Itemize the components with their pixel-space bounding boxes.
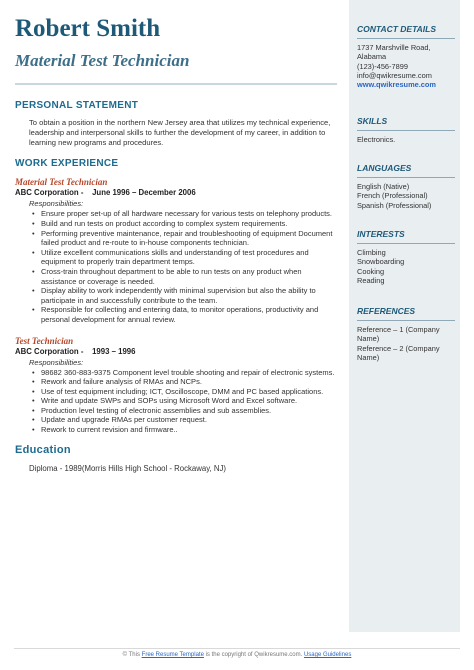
footer-prefix: © This (122, 652, 140, 658)
job-title: Test Technician (15, 335, 74, 346)
job-title: Material Test Technician (15, 177, 108, 188)
list-item: • Use of test equipment including; ICT, Oscilloscope, DMM and PC based applications. (41, 387, 337, 397)
skills-section (357, 116, 457, 144)
responsibilities-label: Responsibilities: (29, 357, 84, 367)
interest-item: Snowboarding (357, 257, 405, 267)
candidate-name: Robert Smith (15, 15, 161, 42)
reference-item: Reference – 1 (Company Name) (357, 325, 440, 344)
free-template-link[interactable]: Free Resume Template (141, 652, 204, 658)
skill-item: Electronics. (357, 135, 396, 144)
languages-section (357, 163, 457, 210)
footer-copyright: is the copyright of Qwikresume.com. (205, 652, 303, 658)
usage-guidelines-link[interactable]: Usage Guidelines (303, 652, 352, 658)
education-entry: Diploma - 1989(Morris Hills High School - Rockaway, NJ) (29, 463, 226, 473)
candidate-role: Material Test Technician (15, 51, 190, 70)
responsibilities-label: Responsibilities: (29, 199, 84, 209)
footer-divider (14, 648, 460, 649)
list-item: • Cross-train throughout department to be able to run tests on any product when assistance or coverage is needed. (41, 267, 337, 286)
reference-item: Reference – 2 (Company Name) (357, 343, 440, 362)
responsibilities-list (15, 368, 337, 435)
phone-number: (123)-456-7899 (357, 61, 408, 71)
contact-title: CONTACT DETAILS (357, 24, 437, 34)
list-item: • Write and update SWPs and SOPs using Microsoft Word and Excel software. (41, 396, 337, 406)
header-divider (15, 83, 337, 85)
section-divider (357, 320, 455, 321)
job-company: ABC Corporation - 1993 – 1996 (15, 346, 136, 356)
interest-item: Cooking (357, 266, 385, 276)
list-item: • Ensure proper set-up of all hardware necessary for various tests on telephony products. (41, 209, 337, 219)
education-title: Education (15, 443, 71, 456)
section-divider (357, 243, 455, 244)
list-item: • Utilize excellent communications skills and understanding of test procedures and equipment to properly train department temps. (41, 248, 337, 267)
list-item: • Responsible for collecting and entering data, to monitor operations, productivity and personal development for annual review. (41, 305, 337, 324)
list-item: • Display ability to work independently with minimal supervision but also the ability to participate in and successfully contribute to the team. (41, 286, 337, 305)
address-state: Alabama (357, 52, 387, 62)
skills-title: SKILLS (357, 116, 388, 126)
list-item: • Build and run tests on product according to complex system requirements. (41, 219, 337, 229)
language-item: French (Professional) (357, 191, 428, 201)
list-item: • Rework and failure analysis of RMAs and NCPs. (41, 377, 337, 387)
website-link[interactable]: www.qwikresume.com (357, 80, 436, 90)
job-entry (15, 177, 337, 324)
personal-statement-title: PERSONAL STATEMENT (15, 100, 139, 111)
main-column (15, 100, 337, 474)
responsibilities-list (15, 209, 337, 324)
interests-section (357, 229, 457, 285)
references-title: REFERENCES (357, 306, 416, 316)
personal-statement-text: To obtain a position in the northern New Jersey area that utilizes my technical experience, leadership and interpersonal skills to further the development of my career, in addition to learning new programs and procedures. (29, 118, 331, 147)
section-divider (357, 130, 455, 131)
work-experience-title: WORK EXPERIENCE (15, 158, 119, 170)
language-item: Spanish (Professional) (357, 200, 432, 210)
list-item: • Update and upgrade RMAs per customer request. (41, 415, 337, 425)
interests-title: INTERESTS (357, 229, 405, 239)
sidebar (349, 0, 460, 632)
list-item: • 98682 360-883-9375 Component level trouble shooting and repair of electronic systems. (41, 368, 337, 378)
address-line: 1737 Marshville Road, (357, 43, 431, 52)
interest-item: Reading (357, 275, 385, 285)
section-divider (357, 177, 455, 178)
languages-title: LANGUAGES (357, 163, 412, 173)
footer (0, 652, 474, 658)
email-address: info@qwikresume.com (357, 70, 432, 80)
job-company: ABC Corporation - June 1996 – December 2006 (15, 188, 196, 198)
list-item: • Production level testing of electronic assemblies and sub assemblies. (41, 406, 337, 416)
contact-section (357, 24, 457, 89)
list-item: • Performing preventive maintenance, repair and troubleshooting of equipment Document failed product and re-route to in-house components technician. (41, 229, 337, 248)
job-entry (15, 336, 337, 435)
language-item: English (Native) (357, 182, 410, 191)
references-section (357, 306, 457, 362)
list-item: • Rework to current revision and firmware.. (41, 425, 337, 435)
section-divider (357, 38, 455, 39)
interest-item: Climbing (357, 248, 386, 257)
